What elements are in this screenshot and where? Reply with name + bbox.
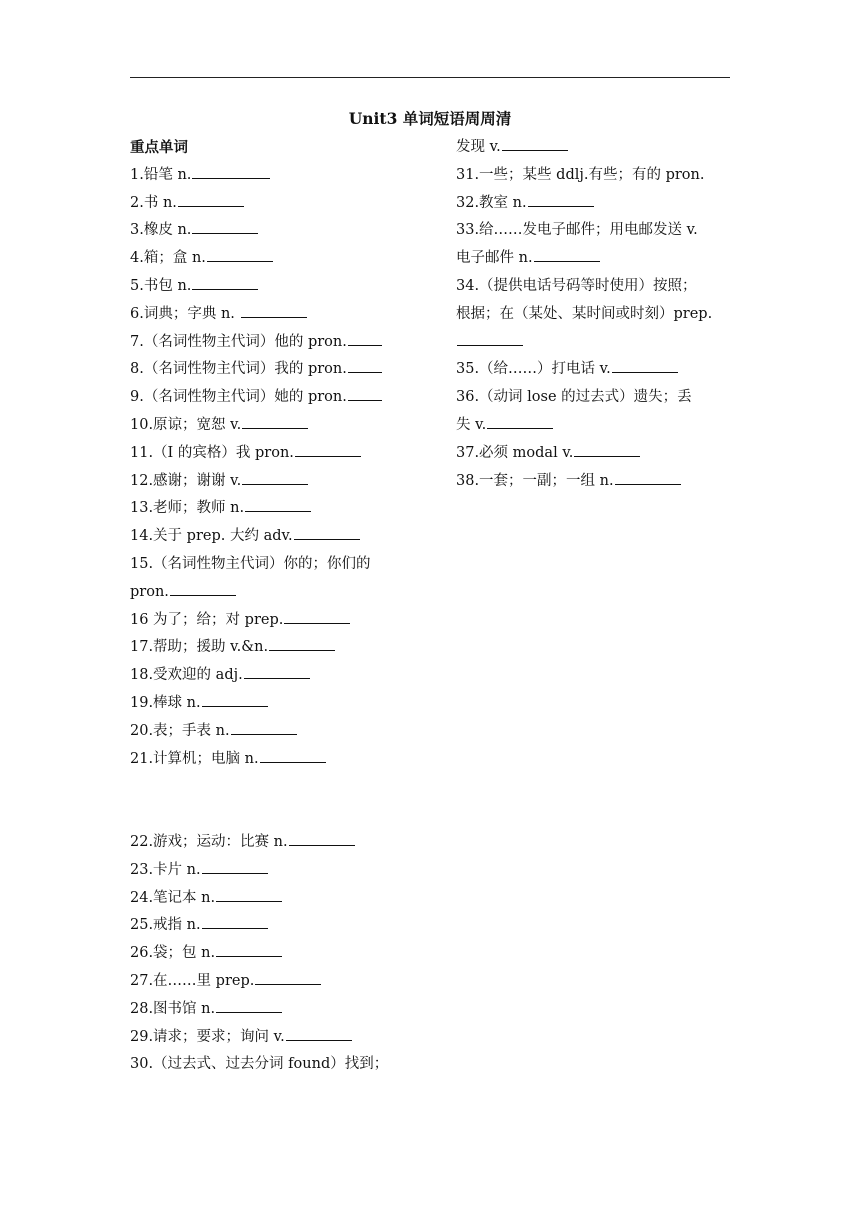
- entry-label: 10.原谅；宽恕 v.: [130, 416, 242, 433]
- answer-blank[interactable]: [528, 191, 594, 207]
- answer-blank[interactable]: [202, 691, 268, 707]
- entry-label: 30.（过去式、过去分词 found）找到；: [130, 1056, 389, 1073]
- entry-label: 电子邮件 n.: [456, 250, 533, 267]
- entry-label: 8.（名词性物主代词）我的 pron.: [130, 361, 347, 378]
- entry-label: 发现 v.: [456, 139, 501, 155]
- entry-label: 7.（名词性物主代词）他的 pron.: [130, 333, 347, 350]
- answer-blank[interactable]: [286, 1025, 352, 1041]
- entry-label: 失 v.: [456, 416, 487, 433]
- answer-blank[interactable]: [348, 330, 382, 346]
- answer-blank[interactable]: [260, 747, 326, 763]
- answer-blank[interactable]: [348, 385, 382, 401]
- vocab-entry: [130, 885, 420, 913]
- entry-label: 14.关于 prep. 大约 adv.: [130, 528, 293, 545]
- section-heading: 重点单词: [130, 139, 188, 156]
- answer-blank[interactable]: [269, 635, 335, 651]
- vocab-entry: [130, 662, 420, 690]
- vocab-entry: [130, 356, 420, 384]
- vocab-entry: [130, 746, 420, 774]
- answer-blank[interactable]: [289, 830, 355, 846]
- entry-label: 33.给……发电子邮件；用电邮发送 v.: [456, 222, 698, 239]
- vocab-entry: [130, 968, 420, 996]
- vocab-entry: [130, 857, 420, 885]
- answer-blank[interactable]: [615, 469, 681, 485]
- vocab-entry: [130, 245, 420, 273]
- entry-label: 9.（名词性物主代词）她的 pron.: [130, 389, 347, 406]
- answer-blank[interactable]: [242, 469, 308, 485]
- left-lower-entry-list: [130, 829, 420, 1079]
- answer-blank[interactable]: [295, 441, 361, 457]
- entry-label: 35.（给……）打电话 v.: [456, 361, 611, 378]
- answer-blank[interactable]: [192, 274, 258, 290]
- answer-blank[interactable]: [284, 608, 350, 624]
- answer-blank[interactable]: [255, 969, 321, 985]
- vocab-entry: [130, 718, 420, 746]
- vocab-entry: [456, 301, 746, 329]
- vocab-entry: [456, 273, 746, 301]
- vocab-entry: [456, 162, 746, 190]
- answer-blank[interactable]: [216, 886, 282, 902]
- vocab-entry: [130, 940, 420, 968]
- vocab-entry: [130, 996, 420, 1024]
- answer-blank[interactable]: [245, 496, 311, 512]
- entry-label: 31.一些；某些 ddlj.有些；有的 pron.: [456, 166, 705, 183]
- entry-label: 3.橡皮 n.: [130, 222, 192, 239]
- vocab-entry: [130, 912, 420, 940]
- entry-label: 根据；在（某处、某时间或时刻）prep.: [456, 305, 713, 322]
- answer-blank[interactable]: [216, 941, 282, 957]
- entry-label: 19.棒球 n.: [130, 694, 201, 711]
- entry-label: 5.书包 n.: [130, 277, 192, 294]
- answer-blank[interactable]: [487, 413, 553, 429]
- entry-label: 34.（提供电话号码等时使用）按照；: [456, 277, 697, 294]
- entry-label: 15.（名词性物主代词）你的；你们的: [130, 555, 371, 572]
- vocab-entry: [130, 607, 420, 635]
- entry-label: 11.（I 的宾格）我 pron.: [130, 444, 294, 461]
- entry-label: 20.表；手表 n.: [130, 722, 230, 739]
- vocab-entry: [456, 190, 746, 218]
- vocab-entry: [130, 551, 420, 579]
- entry-label: 23.卡片 n.: [130, 861, 201, 878]
- answer-blank[interactable]: [244, 663, 310, 679]
- vocab-entry: [130, 217, 420, 245]
- vocab-entry: [456, 412, 746, 440]
- entry-label: 12.感谢；谢谢 v.: [130, 472, 242, 489]
- vocab-entry: [130, 523, 420, 551]
- vocab-entry: [456, 356, 746, 384]
- vocab-entry: [130, 579, 420, 607]
- entry-label: 22.游戏；运动：比赛 n.: [130, 833, 288, 850]
- entry-label: 28.图书馆 n.: [130, 1000, 216, 1017]
- entry-label: 24.笔记本 n.: [130, 889, 216, 906]
- vocab-entry: [130, 1051, 420, 1079]
- right-column: [456, 134, 746, 495]
- entry-label: 38.一套；一副；一组 n.: [456, 472, 614, 489]
- answer-blank[interactable]: [502, 135, 568, 151]
- vocab-entry: [456, 329, 746, 357]
- header-rule: [130, 77, 730, 78]
- vocab-entry: [130, 273, 420, 301]
- vocab-entry: [130, 301, 420, 329]
- entry-label: 13.老师；教师 n.: [130, 500, 245, 517]
- entry-label: 29.请求；要求；询问 v.: [130, 1028, 285, 1045]
- answer-blank[interactable]: [457, 330, 523, 346]
- vocab-entry: [130, 634, 420, 662]
- answer-blank[interactable]: [612, 357, 678, 373]
- answer-blank[interactable]: [241, 302, 307, 318]
- left-entry-list: [130, 162, 420, 774]
- vocab-entry: [456, 440, 746, 468]
- entry-label: 16 为了；给；对 prep.: [130, 611, 284, 628]
- entry-label: 21.计算机；电脑 n.: [130, 750, 259, 767]
- answer-blank[interactable]: [294, 524, 360, 540]
- answer-blank[interactable]: [207, 246, 273, 262]
- entry-label: 26.袋；包 n.: [130, 945, 216, 962]
- answer-blank[interactable]: [202, 858, 268, 874]
- answer-blank[interactable]: [231, 719, 297, 735]
- vocab-entry: [130, 412, 420, 440]
- answer-blank[interactable]: [170, 580, 236, 596]
- vocab-entry: [130, 829, 420, 857]
- answer-blank[interactable]: [192, 163, 270, 179]
- vocab-entry: [130, 495, 420, 523]
- entry-label: 36.（动词 lose 的过去式）遗失；丢: [456, 389, 692, 406]
- answer-blank[interactable]: [574, 441, 640, 457]
- answer-blank[interactable]: [242, 413, 308, 429]
- vocab-entry: [456, 134, 746, 162]
- right-entry-list: [456, 134, 746, 495]
- vocab-entry: [130, 468, 420, 496]
- entry-label: 18.受欢迎的 adj.: [130, 667, 243, 684]
- entry-label: 2.书 n.: [130, 194, 177, 211]
- column-gap: [130, 773, 420, 829]
- answer-blank[interactable]: [178, 191, 244, 207]
- vocab-entry: [130, 329, 420, 357]
- answer-blank[interactable]: [192, 218, 258, 234]
- entry-label: 25.戒指 n.: [130, 917, 201, 934]
- vocab-entry: [130, 1024, 420, 1052]
- answer-blank[interactable]: [534, 246, 600, 262]
- answer-blank[interactable]: [202, 913, 268, 929]
- vocab-entry: [130, 162, 420, 190]
- entry-label: 17.帮助；援助 v.&n.: [130, 639, 269, 656]
- vocab-entry: [130, 384, 420, 412]
- entry-label: 6.词典；字典 n.: [130, 305, 240, 322]
- vocab-entry: [456, 217, 746, 245]
- left-column: [130, 134, 420, 1079]
- vocab-entry: [130, 440, 420, 468]
- entry-label: 27.在……里 prep.: [130, 972, 255, 989]
- vocab-entry: [130, 190, 420, 218]
- entry-label: 4.箱；盒 n.: [130, 250, 206, 267]
- vocab-entry: [456, 245, 746, 273]
- entry-label: pron.: [130, 583, 169, 600]
- vocab-entry: [456, 384, 746, 412]
- entry-label: 32.教室 n.: [456, 194, 527, 211]
- vocab-entry: [130, 690, 420, 718]
- vocab-entry: [456, 468, 746, 496]
- answer-blank[interactable]: [348, 357, 382, 373]
- answer-blank[interactable]: [216, 997, 282, 1013]
- page-title: Unit3 单词短语周周清: [348, 109, 512, 128]
- entry-label: 1.铅笔 n.: [130, 166, 192, 183]
- entry-label: 37.必须 modal v.: [456, 444, 574, 461]
